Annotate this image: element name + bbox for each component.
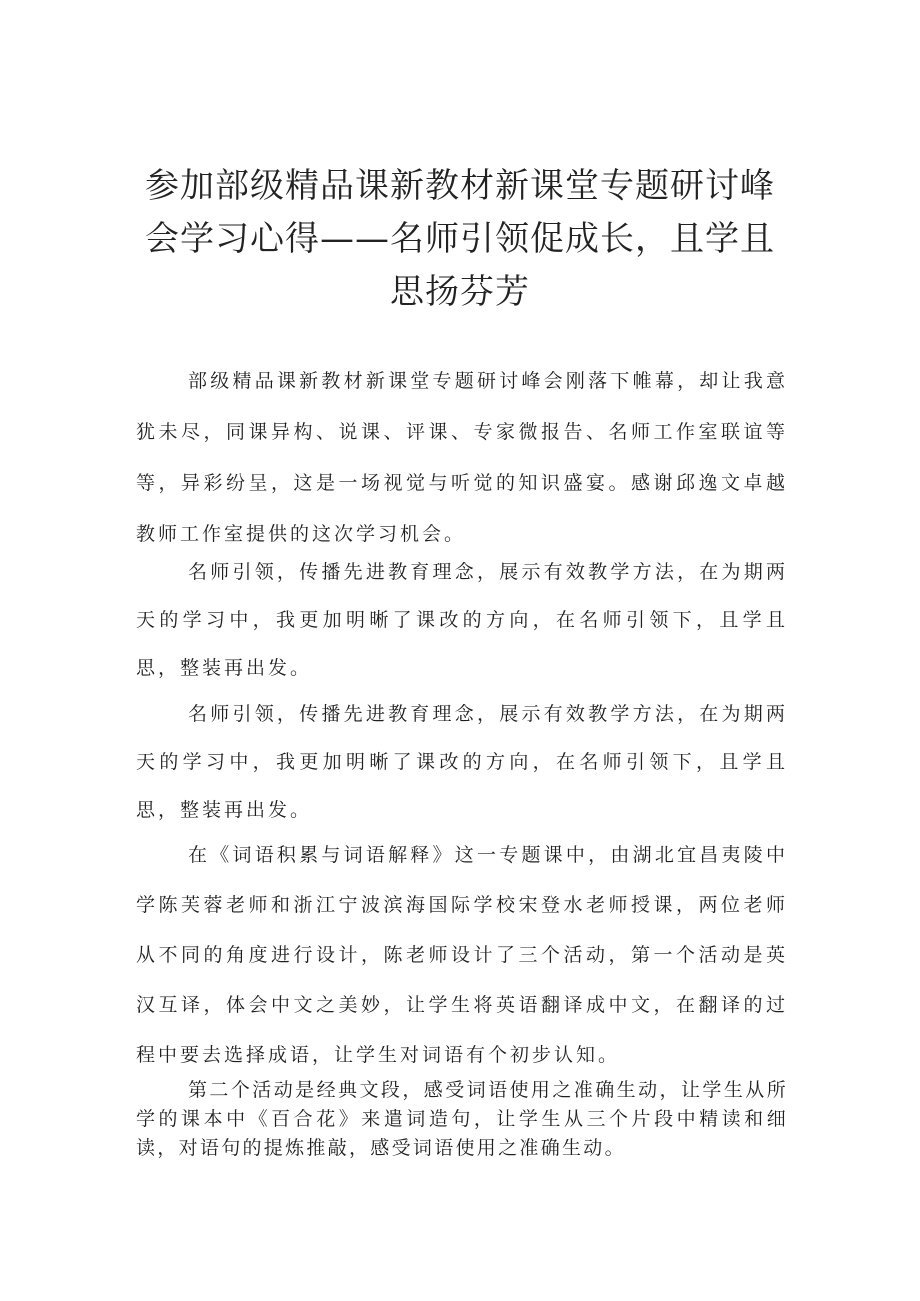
paragraph-5: 第二个活动是经典文段，感受词语使用之准确生动，让学生从所学的课本中《百合花》来遣词造句，让学生从三个片段中精读和细读，对语句的提炼推敲，感受词语使用之准确生动。 [136,1079,788,1159]
paragraph-4: 在《词语积累与词语解释》这一专题课中，由湖北宜昌夷陵中学陈芙蓉老师和浙江宁波滨海国际学校宋登水老师授课，两位老师从不同的角度进行设计，陈老师设计了三个活动，第一个活动是英汉互译，体会中文之美妙，让学生将英语翻译成中文，在翻译的过程中要去选择成语，让学生对词语有个初步认知。 [136,844,788,1066]
paragraph-3: 名师引领，传播先进教育理念，展示有效教学方法，在为期两天的学习中，我更加明晰了课改的方向，在名师引领下，且学且思，整装再出发。 [136,703,788,821]
paragraph-1: 部级精品课新教材新课堂专题研讨峰会刚落下帷幕，却让我意犹未尽，同课异构、说课、评课、专家微报告、名师工作室联谊等等，异彩纷呈，这是一场视觉与听觉的知识盛宴。感谢邱逸文卓越教师工作室提供的这次学习机会。 [136,370,788,545]
document-title: 参加部级精品课新教材新课堂专题研讨峰会学习心得——名师引领促成长，且学且思扬芬芳 [145,166,775,312]
paragraph-2: 名师引领，传播先进教育理念，展示有效教学方法，在为期两天的学习中，我更加明晰了课改的方向，在名师引领下，且学且思，整装再出发。 [136,561,788,679]
